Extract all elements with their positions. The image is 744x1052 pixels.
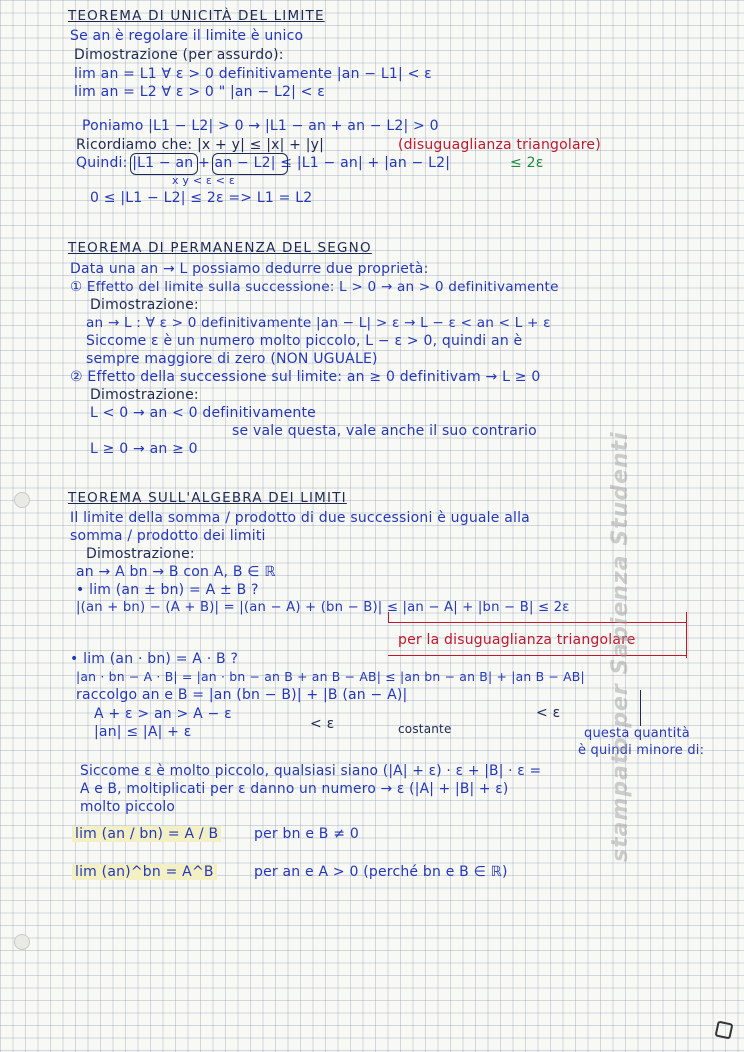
- watermark: stampato per Sapienza Studenti: [608, 431, 633, 862]
- red-bracket: [388, 655, 686, 656]
- red-bracket: [388, 622, 686, 623]
- section2-line: L ≥ 0 → an ≥ 0: [90, 441, 198, 457]
- section1-conclusion: 0 ≤ |L1 − L2| ≤ 2ε => L1 = L2: [90, 190, 313, 206]
- section3-line: molto piccolo: [80, 799, 176, 815]
- section2-line: an → L : ∀ ε > 0 definitivamente |an − L| > ε → L − ε < an < L + ε: [86, 315, 551, 331]
- highlighted-formula: lim (an)^bn = A^B: [72, 864, 217, 880]
- section2-line: L < 0 → an < 0 definitivamente: [90, 405, 316, 421]
- punch-hole: [14, 934, 30, 950]
- section1-line: Dimostrazione (per assurdo):: [74, 47, 284, 63]
- section3-line: Il limite della somma / prodotto di due successioni è uguale alla: [70, 510, 530, 526]
- power-limit: [72, 864, 217, 880]
- arrow: [640, 690, 641, 726]
- section1-line: Quindi: |L1 − an + an − L2| ≤ |L1 − an| + |an − L2|: [76, 155, 451, 171]
- brace-label: < ε: [310, 716, 335, 732]
- section1-line: Ricordiamo che: |x + y| ≤ |x| + |y|: [76, 137, 325, 153]
- circled-term: [130, 153, 198, 175]
- side-note: questa quantità: [584, 726, 690, 741]
- section3-line: per an e A > 0 (perché bn e B ∈ ℝ): [254, 864, 508, 880]
- side-note: è quindi minore di:: [578, 743, 705, 758]
- section1-line: lim an = L1 ∀ ε > 0 definitivamente |an − L1| < ε: [74, 66, 432, 82]
- brace-labels: x y < ε < ε: [172, 174, 236, 187]
- section3-line: A e B, moltiplicati per ε danno un numero → ε (|A| + |B| + ε): [80, 781, 509, 797]
- section3-line: Dimostrazione:: [86, 546, 195, 562]
- circled-term: [212, 153, 288, 175]
- section3-line: Siccome ε è molto piccolo, qualsiasi siano (|A| + ε) · ε + |B| · ε =: [80, 763, 542, 779]
- section2-line: Data una an → L possiamo dedurre due proprietà:: [70, 261, 429, 277]
- section3-line: • lim (an ± bn) = A ± B ?: [76, 582, 259, 598]
- section2-line: se vale questa, vale anche il suo contrario: [232, 423, 537, 439]
- punch-hole: [14, 492, 30, 508]
- section2-line: sempre maggiore di zero (NON UGUALE): [86, 351, 378, 367]
- quotient-limit: [72, 826, 221, 842]
- section3-line: somma / prodotto dei limiti: [70, 528, 266, 544]
- section3-line: A + ε > an > A − ε: [94, 706, 232, 722]
- triangle-inequality-label: per la disuguaglianza triangolare: [398, 632, 636, 648]
- brace-label: < ε: [536, 705, 561, 721]
- highlighted-formula: lim (an / bn) = A / B: [72, 826, 221, 842]
- section3-line: an → A bn → B con A, B ∈ ℝ: [76, 564, 276, 580]
- section3-line: • lim (an · bn) = A · B ?: [70, 651, 239, 667]
- brace-label: costante: [398, 722, 452, 736]
- section2-line: Siccome ε è un numero molto piccolo, L − ε > 0, quindi an è: [86, 333, 523, 349]
- section2-line: Dimostrazione:: [90, 297, 199, 313]
- section3-line: raccolgo an e B = |an (bn − B)| + |B (an − A)|: [76, 687, 408, 703]
- section3-title: TEOREMA SULL'ALGEBRA DEI LIMITI: [68, 490, 347, 506]
- section3-line: |an · bn − A · B| = |an · bn − an B + an B − AB| ≤ |an bn − an B| + |an B − AB|: [76, 669, 585, 684]
- triangle-inequality-note: (disuguaglianza triangolare): [398, 137, 601, 153]
- section1-line: Poniamo |L1 − L2| > 0 → |L1 − an + an − L2| > 0: [82, 118, 439, 134]
- section2-line: ② Effetto della successione sul limite: an ≥ 0 definitivam → L ≥ 0: [70, 369, 541, 385]
- section1-line: lim an = L2 ∀ ε > 0 " |an − L2| < ε: [74, 84, 326, 100]
- two-epsilon-note: ≤ 2ε: [510, 155, 544, 171]
- section3-line: |(an + bn) − (A + B)| = |(an − A) + (bn − B)| ≤ |an − A| + |bn − B| ≤ 2ε: [76, 600, 570, 615]
- section1-line: Se an è regolare il limite è unico: [70, 28, 304, 44]
- corner-icon: [715, 1021, 734, 1040]
- section2-line: ① Effetto del limite sulla successione: L > 0 → an > 0 definitivamente: [70, 279, 559, 295]
- red-bracket: [388, 612, 389, 622]
- section2-line: Dimostrazione:: [90, 387, 199, 403]
- red-bracket: [686, 612, 687, 658]
- section3-line: |an| ≤ |A| + ε: [94, 724, 192, 740]
- section2-title: TEOREMA DI PERMANENZA DEL SEGNO: [68, 240, 372, 256]
- section3-line: per bn e B ≠ 0: [254, 826, 359, 842]
- section1-title: TEOREMA DI UNICITÀ DEL LIMITE: [68, 8, 325, 24]
